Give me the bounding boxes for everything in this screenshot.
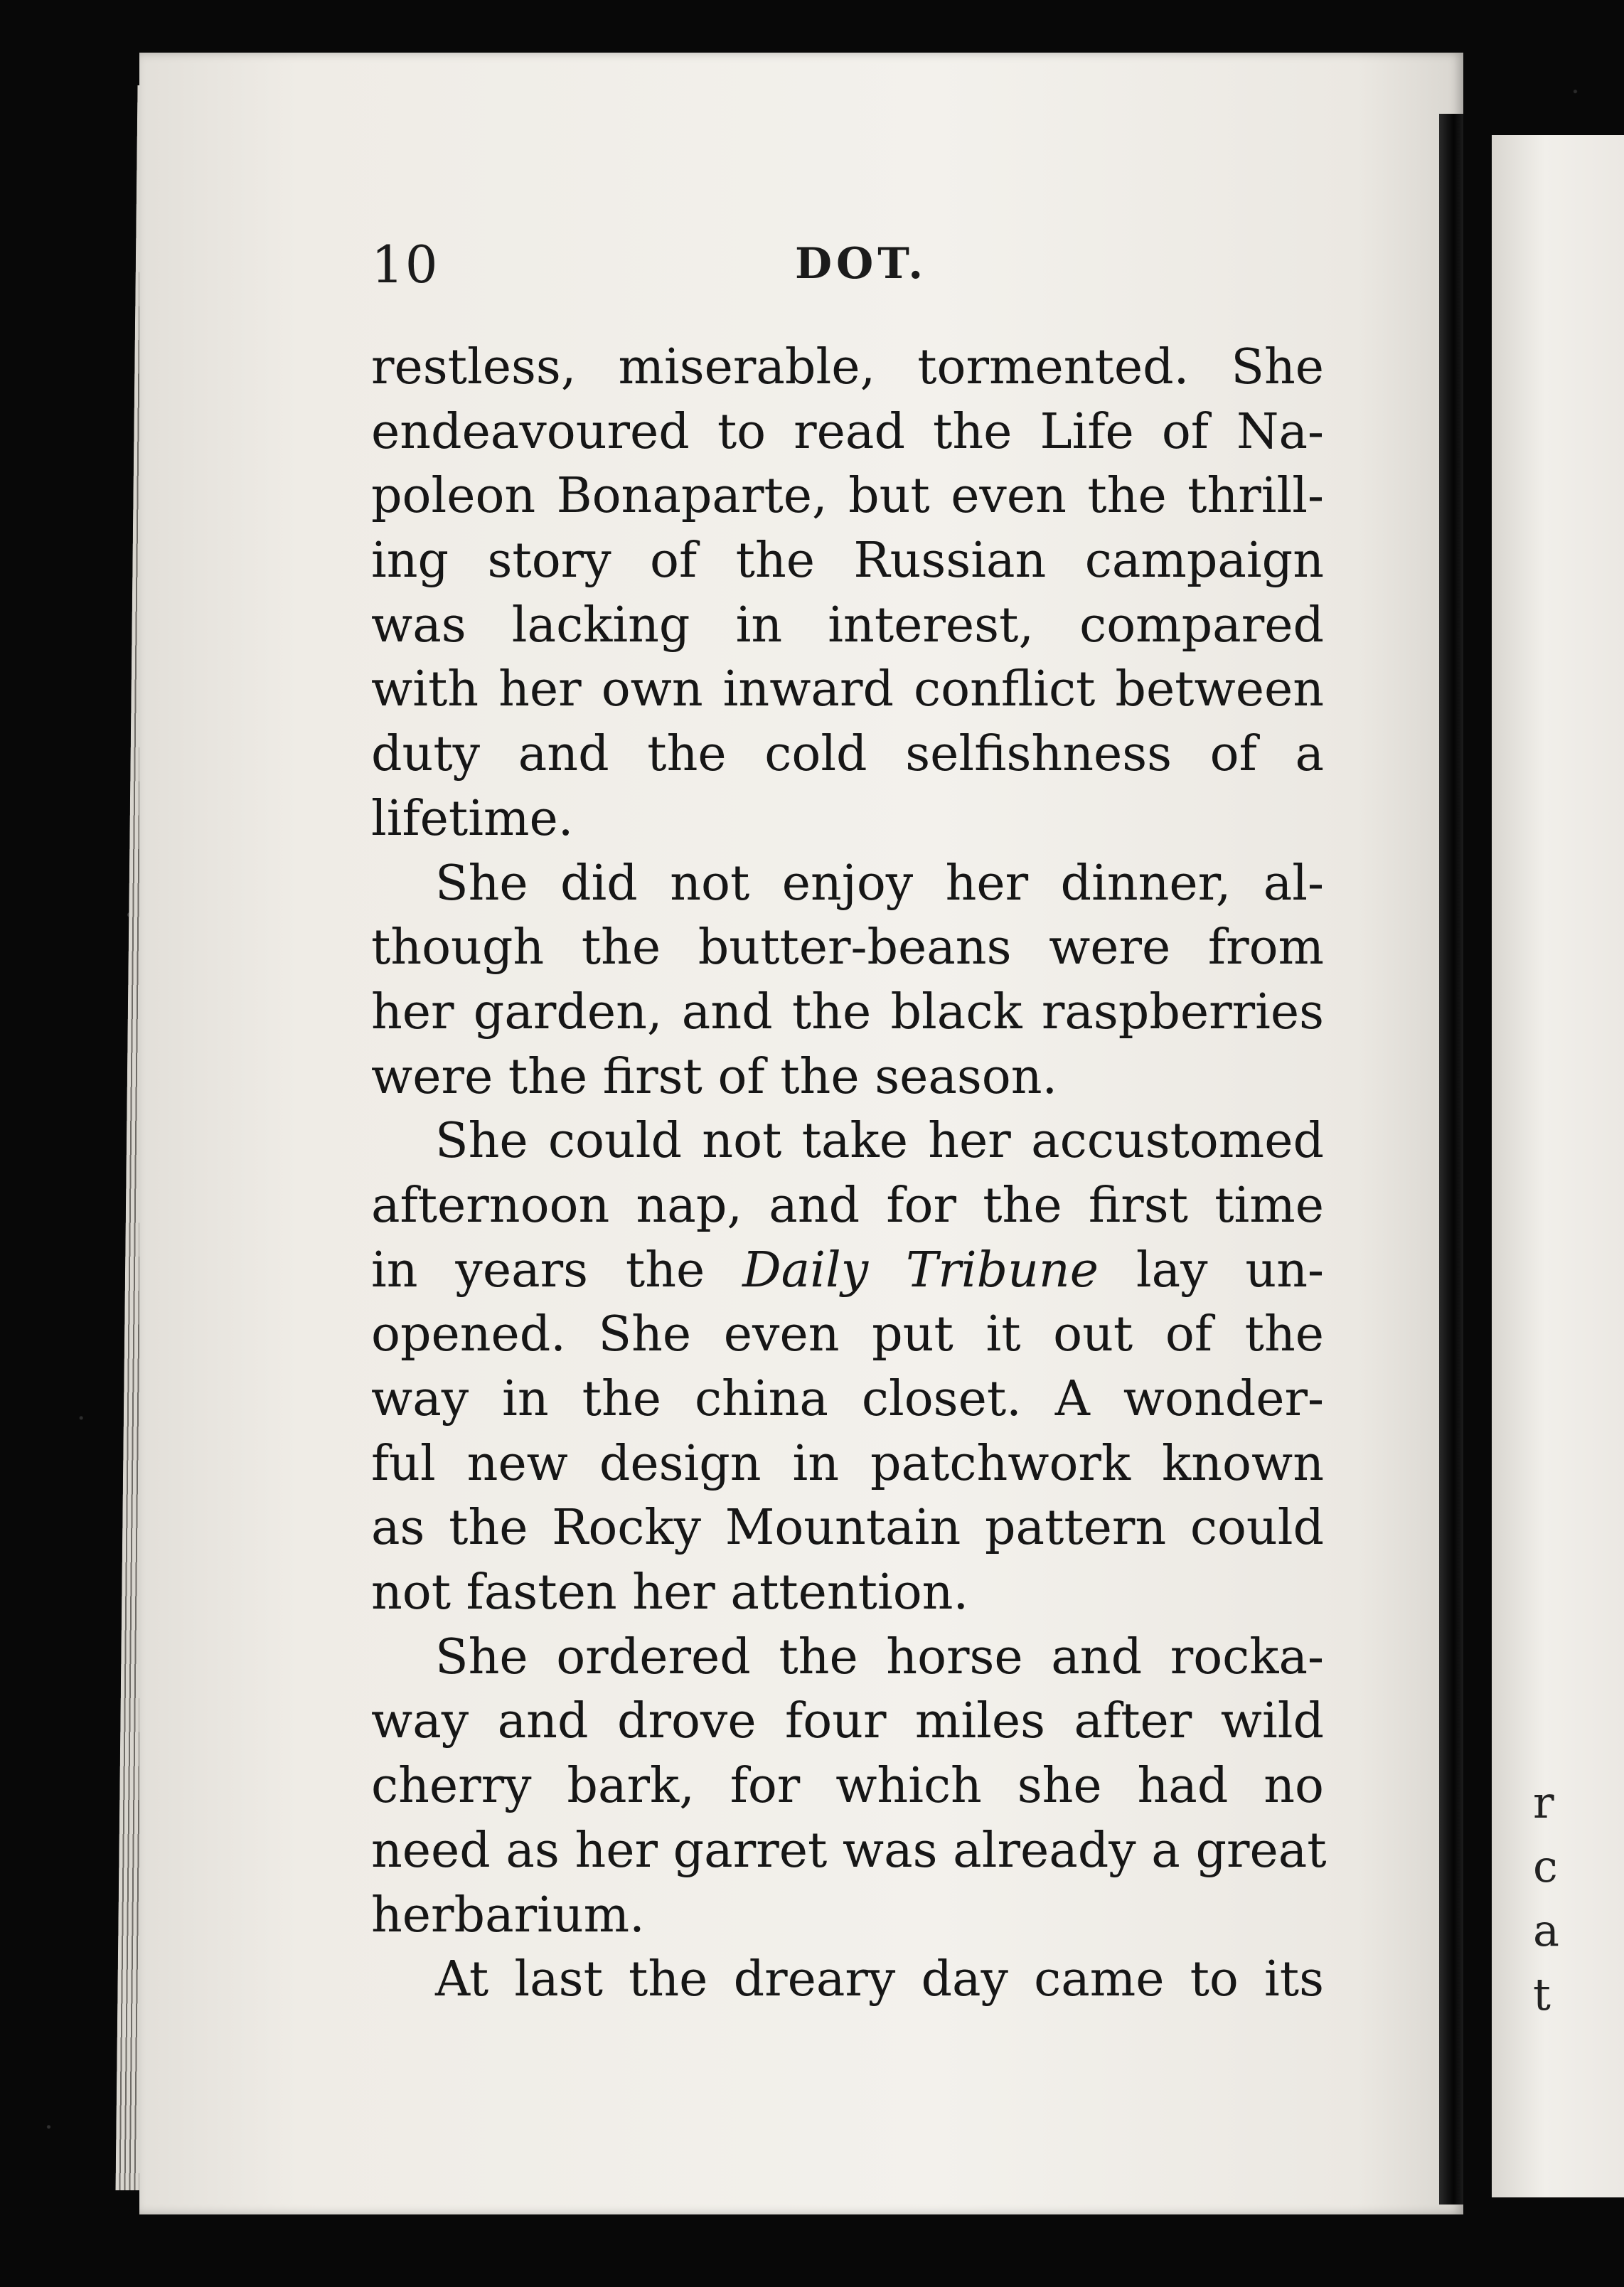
text-line: She could not take her accustomed xyxy=(435,1113,1324,1170)
facing-page-fragment: t xyxy=(1533,1968,1551,2020)
text-line: her garden, and the black raspberries xyxy=(371,983,1324,1040)
facing-page-fragment: c xyxy=(1533,1840,1558,1892)
text-line: She did not enjoy her dinner, al- xyxy=(435,855,1324,912)
text-segment: in years the xyxy=(371,1242,705,1299)
text-line: opened. She even put it out of the xyxy=(371,1306,1324,1363)
body-text xyxy=(371,336,1327,2013)
text-line: lifetime. xyxy=(371,790,574,847)
text-line: herbarium. xyxy=(371,1887,645,1944)
facing-page xyxy=(1492,135,1624,2197)
text-line: poleon Bonaparte, but even the thrill- xyxy=(371,468,1324,525)
text-line: was lacking in interest, compared xyxy=(371,597,1324,654)
newspaper-title: Daily Tribune xyxy=(742,1242,1099,1299)
text-line: as the Rocky Mountain pattern could xyxy=(371,1500,1324,1557)
text-line: restless, miserable, tormented. She xyxy=(371,339,1324,395)
text-line-with-italic xyxy=(371,1239,1324,1304)
text-line: She ordered the horse and rocka- xyxy=(435,1628,1324,1685)
running-head: DOT. xyxy=(795,239,928,289)
text-line: At last the dreary day came to its xyxy=(435,1951,1324,2008)
facing-page-fragment: r xyxy=(1533,1776,1554,1828)
facing-page-fragment: a xyxy=(1533,1904,1559,1956)
text-line: endeavoured to read the Life of Na- xyxy=(371,403,1324,460)
text-line: way in the china closet. A wonder- xyxy=(371,1371,1324,1427)
text-line: though the butter-beans were from xyxy=(371,919,1324,976)
text-line: way and drove four miles after wild xyxy=(371,1693,1324,1750)
page-header xyxy=(371,235,1324,299)
page-number: 10 xyxy=(371,235,439,294)
text-line: ful new design in patchwork known xyxy=(371,1435,1324,1492)
text-line: need as her garret was already a great xyxy=(371,1822,1327,1879)
text-line: cherry bark, for which she had no xyxy=(371,1758,1324,1815)
book-gutter xyxy=(1439,114,1463,2205)
text-line: not fasten her attention. xyxy=(371,1564,969,1621)
text-line: afternoon nap, and for the first time xyxy=(371,1177,1324,1234)
text-segment: lay un- xyxy=(1136,1242,1324,1299)
text-line: were the first of the season. xyxy=(371,1048,1058,1105)
text-line: duty and the cold selfishness of a xyxy=(371,726,1324,783)
text-line: ing story of the Russian campaign xyxy=(371,533,1324,590)
text-line: with her own inward conflict between xyxy=(371,661,1324,718)
